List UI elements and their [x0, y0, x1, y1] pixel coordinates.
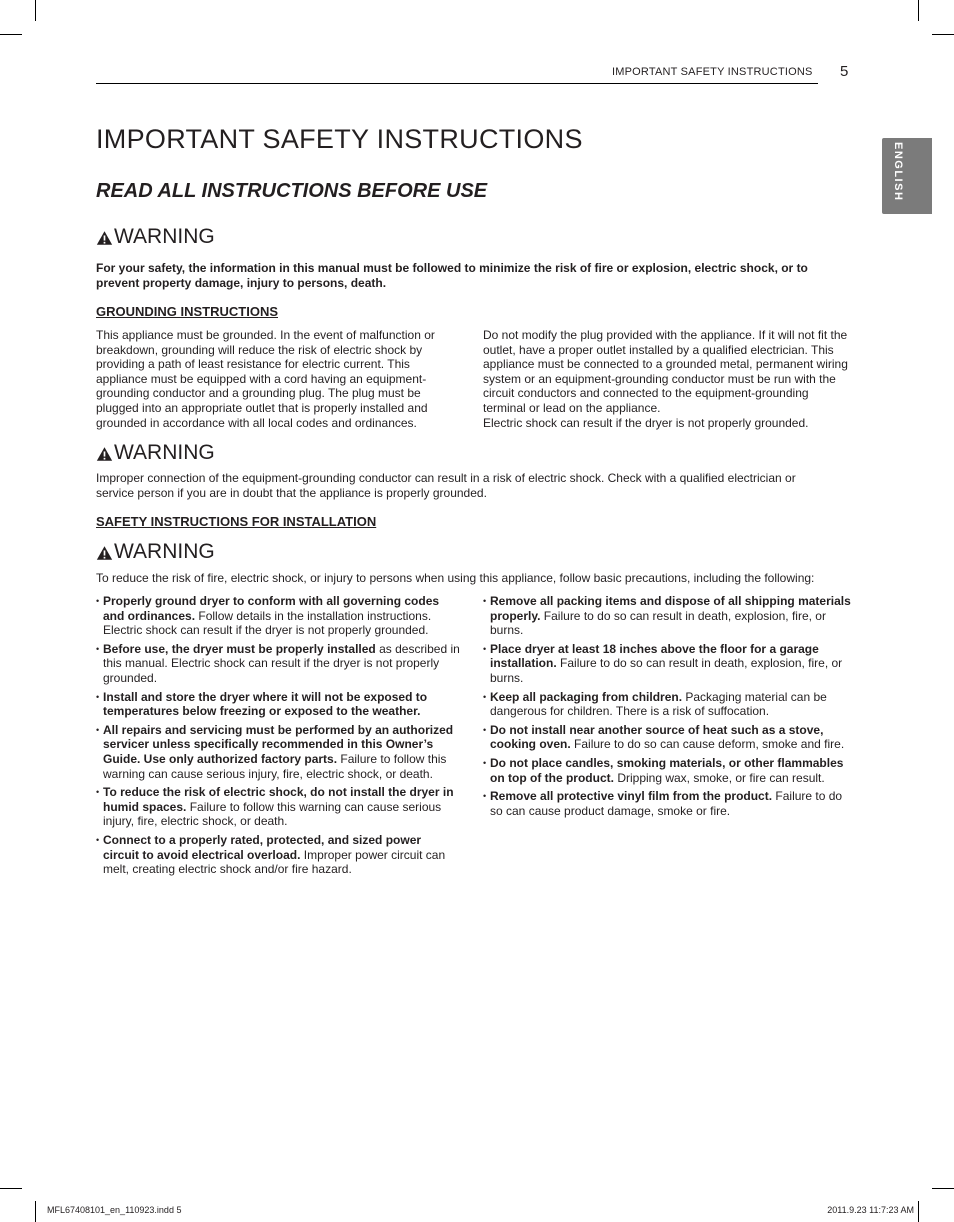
- bullet-item: [483, 594, 853, 638]
- warning-text: Improper connection of the equipment-grounding conductor can result in a risk of electric shock. Check with a qualified electrician or service person if you are in doubt that the appliance is properly grounded.: [96, 471, 796, 500]
- bullet-text: Failure to do so can cause deform, smoke and fire.: [570, 737, 845, 752]
- bullet-item: [96, 690, 460, 719]
- bullet-item: [483, 789, 853, 818]
- crop-mark: [35, 0, 36, 21]
- warning-heading: WARNING: [96, 225, 215, 249]
- bullet-item: [96, 594, 460, 638]
- bullet-bold-text: Install and store the dryer where it will not be exposed to temperatures below freezing or exposed to the weather.: [103, 689, 428, 719]
- bullet-text: Failure to do so can result in death, explosion, fire, or burns.: [490, 656, 843, 685]
- bullet-item: [96, 642, 460, 686]
- page-number: 5: [840, 63, 849, 80]
- bullet-bold-text: Do not place candles, smoking materials, or other flammables on top of the product.: [490, 755, 844, 785]
- bullet-bold-text: Place dryer at least 18 inches above the floor for a garage installation.: [490, 641, 819, 671]
- bullet-item: [96, 833, 460, 877]
- crop-mark: [0, 1188, 22, 1189]
- warning-heading: WARNING: [96, 540, 215, 564]
- bullet-bold-text: Keep all packaging from children.: [490, 689, 683, 704]
- bullet-item: [96, 785, 460, 829]
- crop-mark: [0, 34, 22, 35]
- bullet-text: Dripping wax, smoke, or fire can result.: [613, 770, 825, 785]
- bullet-text: Failure to follow this warning can cause serious injury, fire, electric shock, or death.: [103, 751, 447, 781]
- bullet-bold-text: Before use, the dryer must be properly installed: [103, 641, 376, 656]
- bullet-text: Failure to do so can result in death, explosion, fire, or burns.: [490, 608, 826, 638]
- crop-mark: [35, 1201, 36, 1222]
- bullet-item: [483, 642, 853, 686]
- bullet-text: Improper power circuit can melt, creating electric shock and/or fire hazard.: [103, 847, 446, 877]
- footer-filename: MFL67408101_en_110923.indd 5: [47, 1205, 182, 1215]
- subtitle: READ ALL INSTRUCTIONS BEFORE USE: [96, 180, 488, 202]
- grounding-left-paragraph: This appliance must be grounded. In the event of malfunction or breakdown, grounding will reduce the risk of electric shock by providing a path of least resistance for electric current. This appliance must be equipped with a cord having an equipment-grounding conductor and a grounding plug. The plug must be plugged into an appropriate outlet that is properly installed and grounded in accordance with all local codes and ordinances.: [96, 328, 435, 430]
- bullet-text: Failure to do so can cause product damage, smoke or fire.: [490, 789, 843, 818]
- language-tab: ENGLISH: [882, 138, 932, 214]
- bullet-bold-text: Remove all protective vinyl film from the product.: [490, 789, 773, 804]
- bullet-bold-text: To reduce the risk of electric shock, do not install the dryer in humid spaces.: [103, 785, 454, 814]
- running-header: IMPORTANT SAFETY INSTRUCTIONS: [612, 66, 813, 78]
- bullet-text: Packaging material can be dangerous for children. There is a risk of suffocation.: [490, 689, 827, 719]
- bullet-text: Follow details in the installation instructions. Electric shock can result if the dryer is not properly grounded.: [103, 608, 432, 638]
- installation-intro: To reduce the risk of fire, electric shock, or injury to persons when using this appliance, follow basic precautions, including the following:: [96, 571, 815, 585]
- section-heading: GROUNDING INSTRUCTIONS: [96, 304, 278, 319]
- bullet-bold-text: Do not install near another source of heat such as a stove, cooking oven.: [490, 722, 824, 752]
- header-rule: [96, 83, 818, 84]
- crop-mark: [918, 0, 919, 21]
- warning-triangle-icon: [96, 446, 113, 462]
- warning-heading: WARNING: [96, 441, 215, 465]
- right-bullet-list: [483, 594, 853, 822]
- bullet-item: [96, 723, 460, 781]
- crop-mark: [932, 1188, 954, 1189]
- bullet-item: [483, 690, 853, 719]
- left-bullet-list: [96, 594, 460, 881]
- crop-mark: [918, 1201, 919, 1222]
- bullet-text: Failure to follow this warning can cause serious injury, fire, electric shock, or death.: [103, 799, 442, 829]
- warning-triangle-icon: [96, 545, 113, 561]
- crop-mark: [932, 34, 954, 35]
- page-title: IMPORTANT SAFETY INSTRUCTIONS: [96, 124, 583, 154]
- bullet-item: [483, 723, 853, 752]
- bullet-bold-text: Connect to a properly rated, protected, and sized power circuit to avoid electrical overload.: [103, 832, 422, 862]
- bullet-bold-text: All repairs and servicing must be performed by an authorized servicer unless specifically recommended in this Owner’s Guide. Use only authorized factory parts.: [103, 722, 454, 766]
- section-heading: SAFETY INSTRUCTIONS FOR INSTALLATION: [96, 514, 377, 529]
- warning-text: For your safety, the information in this manual must be followed to minimize the risk of fire or explosion, electric shock, or to prevent property damage, injury to persons, death.: [96, 261, 808, 290]
- grounding-right-paragraph: Do not modify the plug provided with the appliance. If it will not fit the outlet, have a proper outlet installed by a qualified electrician. This appliance must be connected to a grounded metal, permanent wiring system or an equipment-grounding conductor must be run with the circuit conductors and connected to the equipment-grounding terminal or lead on the appliance. Electric shock can result if the dryer is not properly grounded.: [483, 328, 848, 430]
- bullet-bold-text: Remove all packing items and dispose of all shipping materials properly.: [490, 594, 851, 623]
- bullet-item: [483, 756, 853, 785]
- bullet-text: as described in this manual. Electric shock can result if the dryer is not properly grounded.: [103, 641, 460, 685]
- warning-triangle-icon: [96, 230, 113, 246]
- bullet-bold-text: Properly ground dryer to conform with all governing codes and ordinances.: [103, 594, 440, 623]
- footer-timestamp: 2011.9.23 11:7:23 AM: [827, 1205, 914, 1215]
